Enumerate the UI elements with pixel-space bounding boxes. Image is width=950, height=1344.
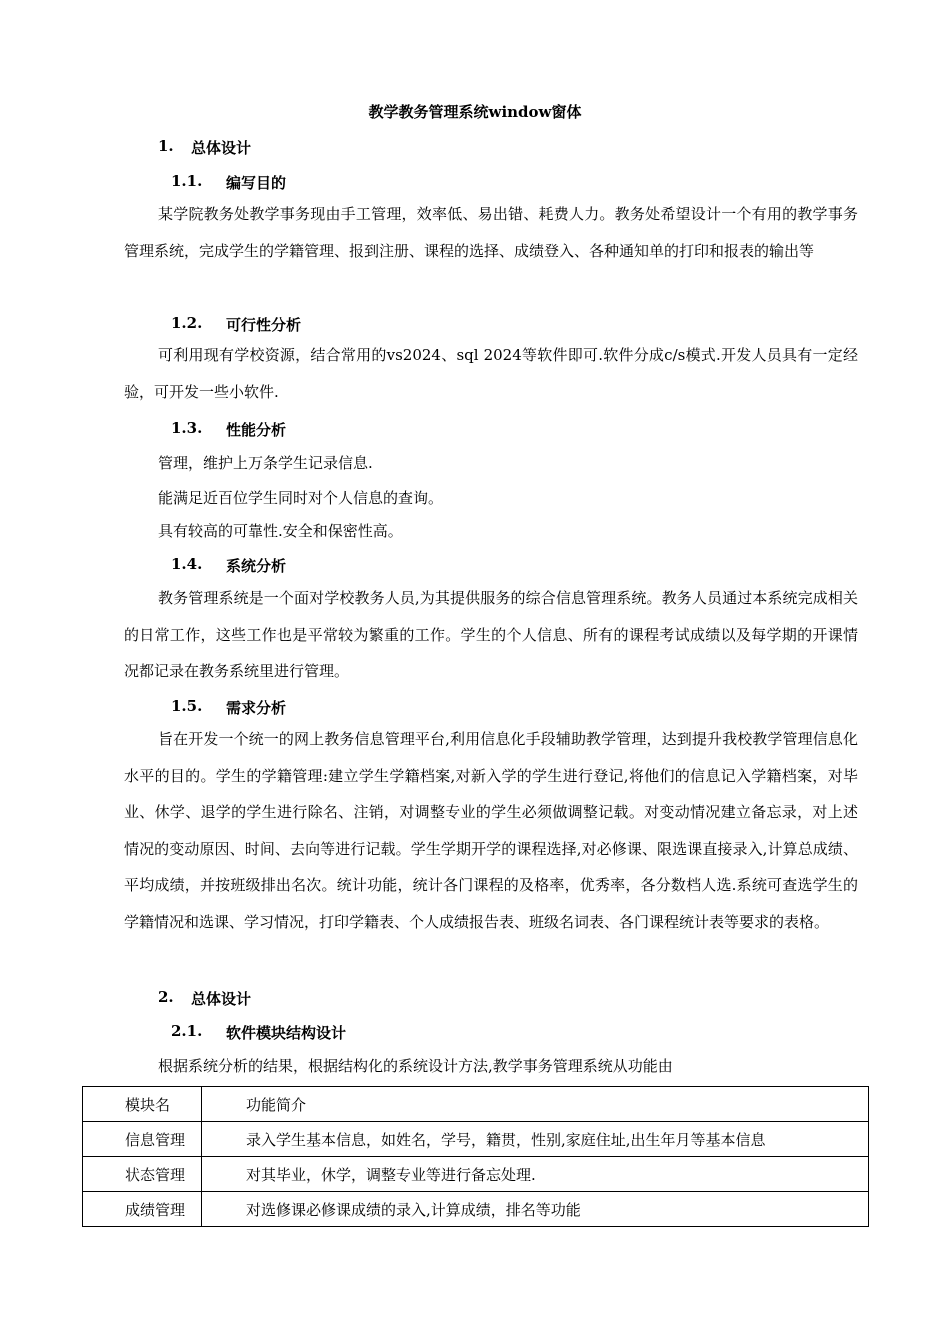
heading-text: 可行性分析 bbox=[226, 316, 302, 334]
heading-number: 1.5. bbox=[171, 697, 203, 715]
heading-number: 1.1. bbox=[171, 172, 203, 190]
heading-text: 软件模块结构设计 bbox=[226, 1024, 347, 1042]
module-table bbox=[82, 1086, 869, 1227]
heading-number: 1.4. bbox=[171, 555, 203, 573]
paragraph-purpose: 某学院教务处教学事务现由手工管理，效率低、易出错、耗费人力。教务处希望设计一个有用的教学事务管理系统，完成学生的学籍管理、报到注册、课程的选择、成绩登入、各种通知单的打印和报表的输出等 bbox=[124, 205, 858, 260]
heading-number: 1.2. bbox=[171, 314, 203, 332]
table-header-row bbox=[83, 1087, 869, 1122]
heading-number: 2.1. bbox=[171, 1022, 203, 1040]
heading-text: 编写目的 bbox=[226, 174, 287, 192]
performance-line: 能满足近百位学生同时对个人信息的查询。 bbox=[158, 489, 444, 507]
paragraph-module-intro: 根据系统分析的结果，根据结构化的系统设计方法,教学事务管理系统从功能由 bbox=[158, 1057, 673, 1075]
document-title: 教学教务管理系统window窗体 bbox=[368, 103, 582, 121]
table-header-cell: 功能简介 bbox=[202, 1087, 869, 1122]
table-cell: 成绩管理 bbox=[83, 1192, 202, 1227]
heading-text: 性能分析 bbox=[226, 421, 287, 439]
heading-number: 1. bbox=[158, 137, 174, 155]
table-row bbox=[83, 1157, 869, 1192]
table-header-cell: 模块名 bbox=[83, 1087, 202, 1122]
table-cell: 对其毕业，休学，调整专业等进行备忘处理. bbox=[202, 1157, 869, 1192]
paragraph-system-analysis: 教务管理系统是一个面对学校教务人员,为其提供服务的综合信息管理系统。教务人员通过本系统完成相关的日常工作，这些工作也是平常较为繁重的工作。学生的个人信息、所有的课程考试成绩以及每学期的开课情况都记录在教务系统里进行管理。 bbox=[124, 589, 858, 680]
table-cell: 状态管理 bbox=[83, 1157, 202, 1192]
table-cell: 信息管理 bbox=[83, 1122, 202, 1157]
heading-text: 总体设计 bbox=[191, 139, 252, 157]
paragraph-feasibility: 可利用现有学校资源，结合常用的vs2024、sql 2024等软件即可.软件分成c/s模式.开发人员具有一定经验，可开发一些小软件. bbox=[124, 346, 858, 401]
table-row bbox=[83, 1192, 869, 1227]
heading-number: 2. bbox=[158, 988, 174, 1006]
table-row bbox=[83, 1122, 869, 1157]
heading-text: 总体设计 bbox=[191, 990, 252, 1008]
table-cell: 对选修课必修课成绩的录入,计算成绩，排名等功能 bbox=[202, 1192, 869, 1227]
heading-number: 1.3. bbox=[171, 419, 203, 437]
performance-line: 具有较高的可靠性.安全和保密性高。 bbox=[158, 522, 403, 540]
table-cell: 录入学生基本信息，如姓名，学号，籍贯，性别,家庭住址,出生年月等基本信息 bbox=[202, 1122, 869, 1157]
heading-text: 需求分析 bbox=[226, 699, 287, 717]
heading-text: 系统分析 bbox=[226, 557, 287, 575]
performance-line: 管理，维护上万条学生记录信息. bbox=[158, 454, 373, 472]
paragraph-requirements: 旨在开发一个统一的网上教务信息管理平台,利用信息化手段辅助教学管理，达到提升我校教学管理信息化水平的目的。学生的学籍管理:建立学生学籍档案,对新入学的学生进行登记,将他们的信息记入学籍档案，对毕业、休学、退学的学生进行除名、注销，对调整专业的学生必须做调整记载。对变动情况建立备忘录，对上述情况的变动原因、时间、去向等进行记载。学生学期开学的课程选择,对必修课、限选课直接录入,计算总成绩、平均成绩，并按班级排出名次。统计功能，统计各门课程的及格率，优秀率，各分数档人选.系统可查选学生的学籍情况和选课、学习情况，打印学籍表、个人成绩报告表、班级名词表、各门课程统计表等要求的表格。 bbox=[124, 730, 858, 931]
